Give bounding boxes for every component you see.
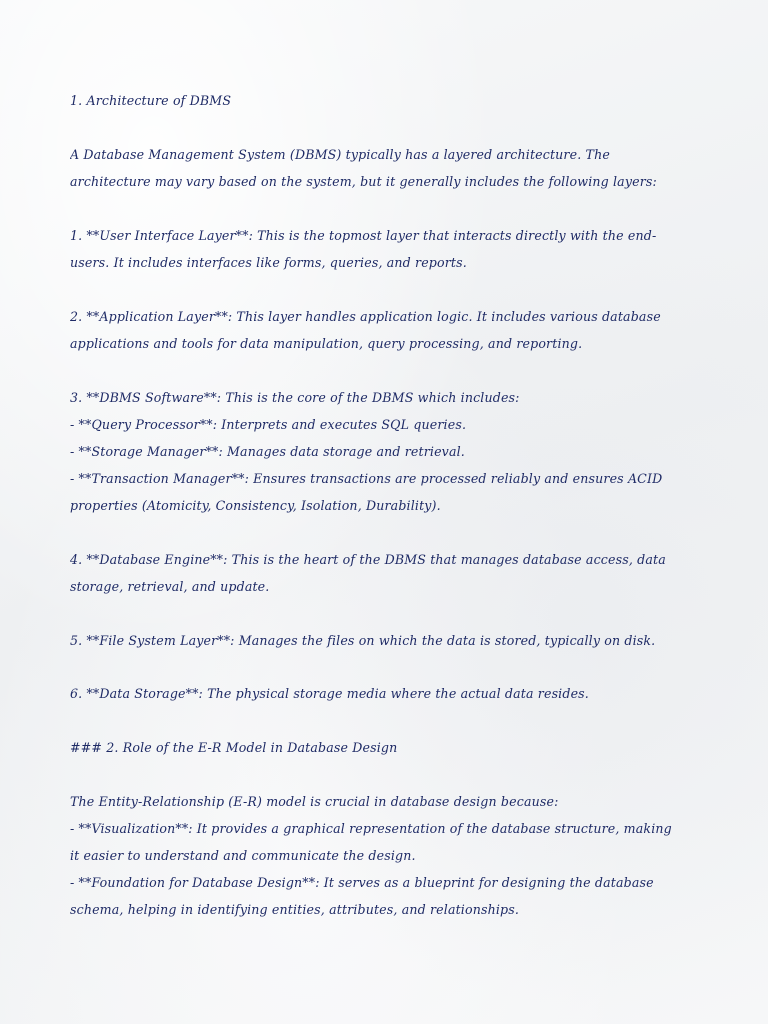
sub-item-line: - **Visualization**: It provides a graphical representation of the database structure, making (70, 821, 672, 836)
list-item-line: 2. **Application Layer**: This layer handles application logic. It includes various database (70, 309, 661, 324)
sub-item-line: it easier to understand and communicate the design. (70, 848, 416, 863)
list-item-line: 4. **Database Engine**: This is the heart of the DBMS that manages database access, data (70, 552, 666, 567)
sub-item-line: properties (Atomicity, Consistency, Isolation, Durability). (70, 498, 441, 513)
sub-item-line: - **Transaction Manager**: Ensures transactions are processed reliably and ensures ACID (70, 471, 663, 486)
sub-item-line: - **Query Processor**: Interprets and executes SQL queries. (70, 417, 467, 432)
sub-item-line: - **Storage Manager**: Manages data storage and retrieval. (70, 444, 465, 459)
paragraph-line: architecture may vary based on the system, but it generally includes the following layers: (70, 174, 657, 189)
list-item-line: 3. **DBMS Software**: This is the core of the DBMS which includes: (70, 390, 520, 405)
list-item-line: storage, retrieval, and update. (70, 579, 270, 594)
list-item-line: users. It includes interfaces like forms, queries, and reports. (70, 255, 467, 270)
list-item-line: 5. **File System Layer**: Manages the files on which the data is stored, typically on disk. (70, 633, 656, 648)
sub-item-line: schema, helping in identifying entities, attributes, and relationships. (70, 902, 520, 917)
paragraph-line: A Database Management System (DBMS) typically has a layered architecture. The (70, 147, 610, 162)
section-heading: 1. Architecture of DBMS (70, 93, 232, 108)
paragraph-line: The Entity-Relationship (E-R) model is crucial in database design because: (70, 794, 559, 809)
section-heading: ### 2. Role of the E-R Model in Database Design (70, 740, 398, 755)
list-item-line: applications and tools for data manipulation, query processing, and reporting. (70, 336, 583, 351)
sub-item-line: - **Foundation for Database Design**: It serves as a blueprint for designing the database (70, 875, 654, 890)
list-item-line: 6. **Data Storage**: The physical storage media where the actual data resides. (70, 686, 589, 701)
list-item-line: 1. **User Interface Layer**: This is the topmost layer that interacts directly with the end- (70, 228, 657, 243)
